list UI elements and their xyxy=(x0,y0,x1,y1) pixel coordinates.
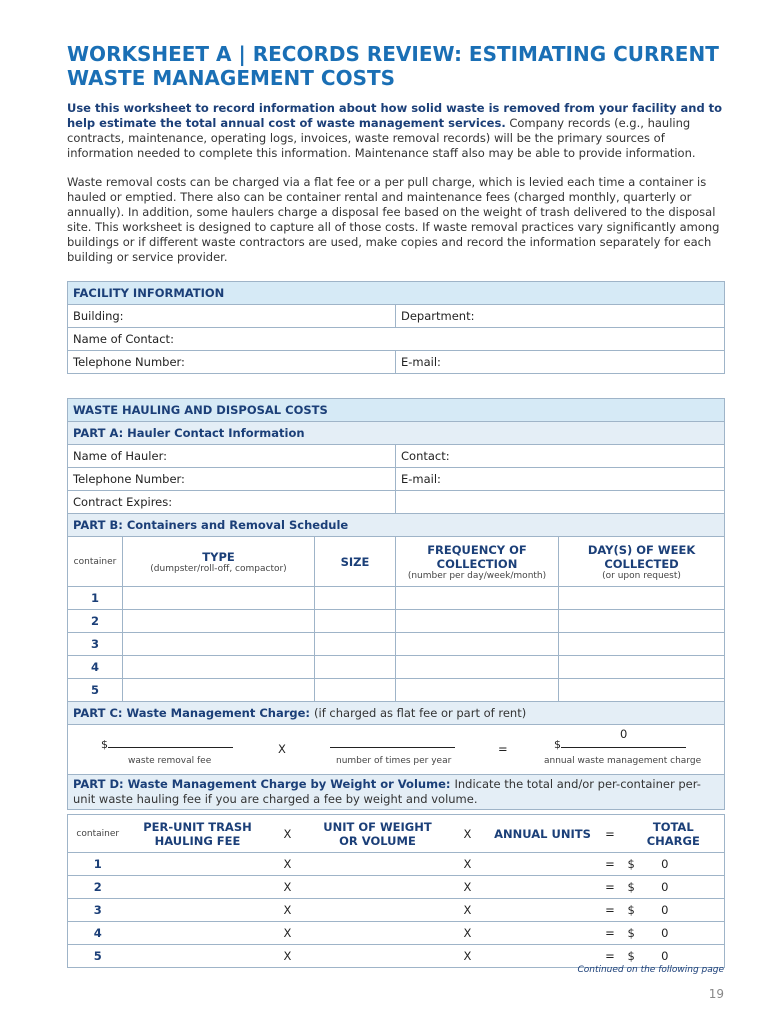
size-cell[interactable] xyxy=(315,610,396,633)
d-fee-cell[interactable] xyxy=(128,899,268,922)
facility-email-field[interactable]: E-mail: xyxy=(396,351,725,374)
times-sign: X xyxy=(278,742,286,756)
table-row xyxy=(68,679,725,702)
d-eq: = xyxy=(598,815,623,853)
size-cell[interactable] xyxy=(315,679,396,702)
fee-input[interactable] xyxy=(101,735,233,751)
intro-bold: Use this worksheet to record information about how solid waste is removed from your facility and to help estimate the total annual cost of waste management services. xyxy=(67,101,723,130)
part-c-title-label: PART C: Waste Management Charge: xyxy=(73,706,311,720)
d-dollar: $ xyxy=(627,903,635,917)
d-row-number: 4 xyxy=(68,922,128,945)
days-cell[interactable] xyxy=(559,587,725,610)
part-d-title xyxy=(68,775,725,810)
d-total-value: 0 xyxy=(661,903,669,917)
container-number: 3 xyxy=(68,633,123,656)
table-row xyxy=(68,899,725,922)
hauler-contact-field[interactable]: Contact: xyxy=(396,445,725,468)
frequency-cell[interactable] xyxy=(396,587,559,610)
frequency-cell[interactable] xyxy=(396,656,559,679)
d-col-annual: ANNUAL UNITS xyxy=(488,815,598,853)
d-dollar: $ xyxy=(627,926,635,940)
frequency-cell[interactable] xyxy=(396,679,559,702)
d-unit-cell[interactable] xyxy=(308,899,448,922)
d-x: X xyxy=(448,899,488,922)
d-annual-cell[interactable] xyxy=(488,922,598,945)
times-label: number of times per year xyxy=(336,756,452,766)
d-x: X xyxy=(268,945,308,968)
times-input[interactable] xyxy=(330,735,455,751)
d-unit-cell[interactable] xyxy=(308,922,448,945)
container-number: 4 xyxy=(68,656,123,679)
d-x: X xyxy=(268,922,308,945)
d-x: X xyxy=(268,899,308,922)
d-x-2: X xyxy=(448,815,488,853)
facility-header: FACILITY INFORMATION xyxy=(68,282,725,305)
continued-note: Continued on the following page xyxy=(577,965,724,975)
d-total-value: 0 xyxy=(661,880,669,894)
d-x: X xyxy=(268,853,308,876)
times-blank xyxy=(330,735,455,748)
intro-paragraph-1 xyxy=(67,101,727,161)
d-dollar: $ xyxy=(627,857,635,871)
part-a-title: PART A: Hauler Contact Information xyxy=(68,422,725,445)
fee-dollar: $ xyxy=(101,738,108,751)
intro-paragraph-2: Waste removal costs can be charged via a flat fee or a per pull charge, which is levied each time a container is hauled or emptied. There also can be container rental and maintenance fees (charged monthly, quarterly or annually). In addition, some haulers charge a disposal fee based on the weight of trash delivered to the disposal site. This worksheet is designed to capture all of those costs. If waste removal practices vary significantly among buildings or if different waste contractors are used, make copies and record the information separately for each building or service provider. xyxy=(67,175,720,264)
intro-rest: Company records (e.g., hauling contracts, maintenance, operating logs, invoices, waste removal records) will be the primary sources of information needed to complete this information. Maintenance staff also may be able to provide information. xyxy=(67,116,696,160)
d-eq: = xyxy=(598,853,623,876)
d-x: X xyxy=(448,922,488,945)
d-total-cell xyxy=(623,876,725,899)
type-cell[interactable] xyxy=(123,610,315,633)
part-c-title xyxy=(68,702,725,725)
part-c-formula xyxy=(68,725,725,775)
fee-label: waste removal fee xyxy=(128,756,212,766)
d-total-value: 0 xyxy=(661,949,669,963)
d-fee-cell[interactable] xyxy=(128,876,268,899)
department-field[interactable]: Department: xyxy=(396,305,725,328)
days-cell[interactable] xyxy=(559,679,725,702)
col-frequency-label: FREQUENCY OF COLLECTION xyxy=(427,542,527,571)
table-row xyxy=(68,853,725,876)
col-days xyxy=(559,537,725,587)
hauler-email-field[interactable]: E-mail: xyxy=(396,468,725,491)
col-frequency xyxy=(396,537,559,587)
d-eq: = xyxy=(598,945,623,968)
d-row-number: 1 xyxy=(68,853,128,876)
hauling-table xyxy=(67,398,725,810)
d-col-total: TOTAL CHARGE xyxy=(623,815,725,853)
d-x: X xyxy=(448,876,488,899)
d-unit-cell[interactable] xyxy=(308,945,448,968)
page-number: 19 xyxy=(708,987,724,1001)
table-row xyxy=(68,922,725,945)
table-row xyxy=(68,633,725,656)
part-d-title-label: PART D: Waste Management Charge by Weight or Volume: xyxy=(73,777,451,791)
worksheet-title xyxy=(67,42,727,90)
days-cell[interactable] xyxy=(559,656,725,679)
building-field[interactable]: Building: xyxy=(68,305,396,328)
equals-sign: = xyxy=(498,742,508,756)
title-line-1: WORKSHEET A | RECORDS REVIEW: ESTIMATING CURRENT xyxy=(67,42,719,66)
part-d-table xyxy=(67,814,725,968)
d-total-value: 0 xyxy=(661,857,669,871)
d-fee-cell[interactable] xyxy=(128,945,268,968)
d-x: X xyxy=(448,945,488,968)
col-type-label: TYPE xyxy=(202,549,235,564)
d-eq: = xyxy=(598,922,623,945)
type-cell[interactable] xyxy=(123,587,315,610)
d-annual-cell[interactable] xyxy=(488,853,598,876)
frequency-cell[interactable] xyxy=(396,633,559,656)
d-unit-cell[interactable] xyxy=(308,876,448,899)
d-col-unit: UNIT OF WEIGHT OR VOLUME xyxy=(308,815,448,853)
contract-blank xyxy=(396,491,725,514)
d-annual-cell[interactable] xyxy=(488,876,598,899)
d-row-number: 5 xyxy=(68,945,128,968)
table-row xyxy=(68,587,725,610)
annual-dollar: $ xyxy=(554,738,561,751)
type-cell[interactable] xyxy=(123,633,315,656)
container-number: 2 xyxy=(68,610,123,633)
annual-result: 0 xyxy=(620,727,628,741)
d-dollar: $ xyxy=(627,949,635,963)
container-number: 1 xyxy=(68,587,123,610)
d-annual-cell[interactable] xyxy=(488,899,598,922)
d-total-cell xyxy=(623,922,725,945)
col-size: SIZE xyxy=(315,537,396,587)
size-cell[interactable] xyxy=(315,633,396,656)
part-d-title-note: Indicate the total and/or per-container per-unit waste hauling fee if you are charged a fee by weight and volume. xyxy=(73,777,701,806)
d-col-container: container xyxy=(68,815,128,853)
d-fee-cell[interactable] xyxy=(128,853,268,876)
size-cell[interactable] xyxy=(315,587,396,610)
annual-label: annual waste management charge xyxy=(544,756,702,766)
col-frequency-sub: (number per day/week/month) xyxy=(407,570,547,581)
col-type-sub: (dumpster/roll-off, compactor) xyxy=(150,563,287,574)
d-dollar: $ xyxy=(627,880,635,894)
contact-name-field[interactable]: Name of Contact: xyxy=(68,328,725,351)
days-cell[interactable] xyxy=(559,610,725,633)
d-x-1: X xyxy=(268,815,308,853)
col-days-sub: (or upon request) xyxy=(602,570,681,581)
facility-table xyxy=(67,281,725,374)
fee-blank xyxy=(108,735,233,748)
d-row-number: 3 xyxy=(68,899,128,922)
hauler-phone-field[interactable]: Telephone Number: xyxy=(68,468,396,491)
d-eq: = xyxy=(598,899,623,922)
type-cell[interactable] xyxy=(123,679,315,702)
facility-phone-field[interactable]: Telephone Number: xyxy=(68,351,396,374)
type-cell[interactable] xyxy=(123,656,315,679)
d-col-fee: PER-UNIT TRASH HAULING FEE xyxy=(128,815,268,853)
part-c-title-note: (if charged as flat fee or part of rent) xyxy=(314,706,527,720)
hauling-header: WASTE HAULING AND DISPOSAL COSTS xyxy=(68,399,725,422)
contract-expires-field[interactable]: Contract Expires: xyxy=(68,491,396,514)
days-cell[interactable] xyxy=(559,633,725,656)
table-row xyxy=(68,876,725,899)
d-total-cell xyxy=(623,899,725,922)
d-total-cell xyxy=(623,853,725,876)
frequency-cell[interactable] xyxy=(396,610,559,633)
d-x: X xyxy=(268,876,308,899)
d-fee-cell[interactable] xyxy=(128,922,268,945)
d-unit-cell[interactable] xyxy=(308,853,448,876)
table-row xyxy=(68,656,725,679)
col-container: container xyxy=(68,537,123,587)
d-total-value: 0 xyxy=(661,926,669,940)
part-b-title: PART B: Containers and Removal Schedule xyxy=(68,514,725,537)
d-row-number: 2 xyxy=(68,876,128,899)
col-days-label: DAY(S) OF WEEK COLLECTED xyxy=(587,542,696,571)
table-row xyxy=(68,610,725,633)
size-cell[interactable] xyxy=(315,656,396,679)
title-line-2: WASTE MANAGEMENT COSTS xyxy=(67,66,396,90)
hauler-name-field[interactable]: Name of Hauler: xyxy=(68,445,396,468)
container-number: 5 xyxy=(68,679,123,702)
col-type xyxy=(123,537,315,587)
intro-text xyxy=(67,101,727,279)
d-eq: = xyxy=(598,876,623,899)
d-x: X xyxy=(448,853,488,876)
